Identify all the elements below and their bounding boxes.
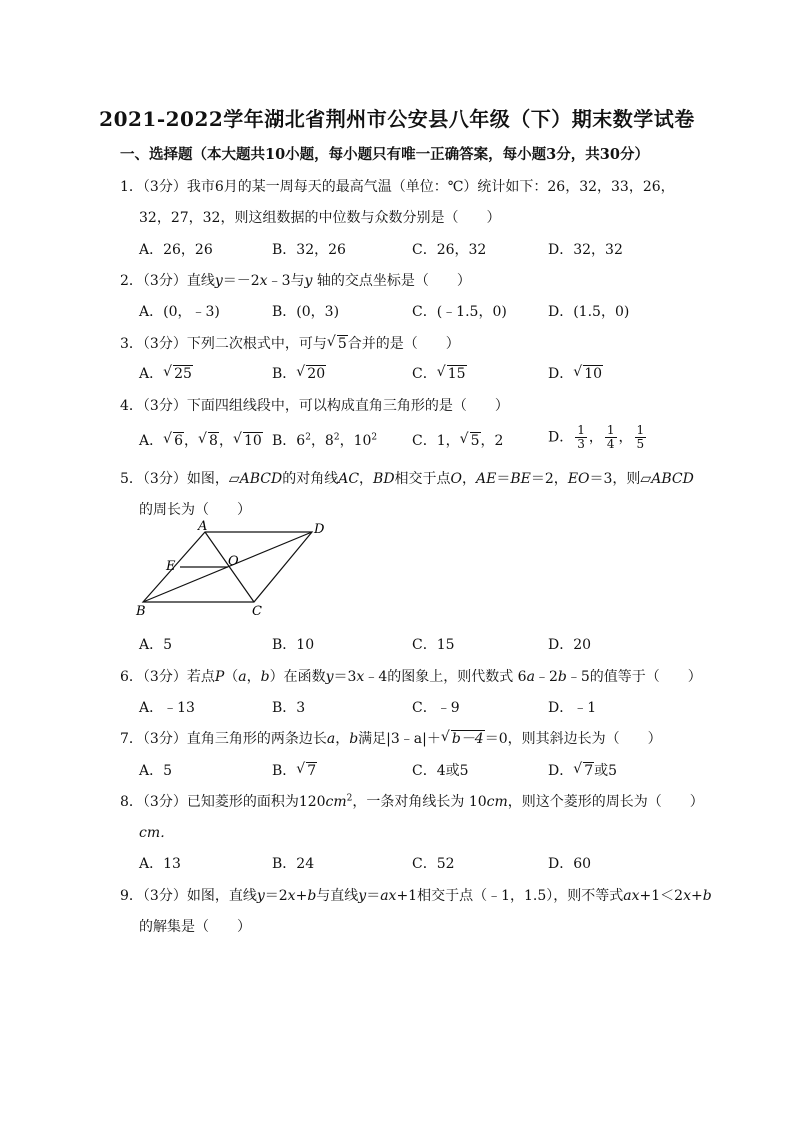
q8-option-b: B．24 <box>272 856 315 872</box>
label-a: A <box>198 520 208 534</box>
q1-option-b: B．32，26 <box>272 242 346 258</box>
q2-option-b: B．(0，3) <box>272 304 340 320</box>
question-5-text-cont: 的周长为（ ） <box>139 502 251 518</box>
label-e: E <box>166 559 176 574</box>
q2-option-a: A．(0，﹣3) <box>139 304 220 320</box>
q8-option-d: D．60 <box>548 856 592 872</box>
q7-option-c: C．4或5 <box>412 763 469 779</box>
q3-option-b: B．√ 20 <box>272 363 326 383</box>
q6-option-b: B．3 <box>272 700 306 716</box>
q5-option-b: B．10 <box>272 637 315 653</box>
label-d: D <box>314 522 325 537</box>
q8-option-a: A．13 <box>139 856 181 872</box>
q1-option-c: C．26，32 <box>412 242 487 258</box>
question-6-text: 6．（3分）若点P（a，b）在函数y＝3x﹣4的图象上，则代数式 6a﹣2b﹣5的值等于（ ） <box>120 669 702 685</box>
label-b: B <box>136 604 146 619</box>
q2-option-c: C．(﹣1.5，0) <box>412 304 507 320</box>
q1-option-d: D．32，32 <box>548 242 623 258</box>
label-c: C <box>252 604 262 619</box>
q5-option-c: C．15 <box>412 637 455 653</box>
question-3-text: 3．（3分）下列二次根式中，可与√ 5合并的是（ ） <box>120 333 460 353</box>
q3-option-a: A．√ 25 <box>139 363 193 383</box>
question-7-text: 7．（3分）直角三角形的两条边长a，b满足|3﹣a|＋√ b－4＝0，则其斜边长为（ ） <box>120 728 662 748</box>
q6-option-d: D．﹣1 <box>548 700 597 716</box>
question-5-text: 5．（3分）如图，▱ABCD的对角线AC，BD相交于点O，AE＝BE＝2，EO＝3，则▱ABCD <box>120 471 694 487</box>
question-9-text-cont: 的解集是（ ） <box>139 919 251 935</box>
q7-option-a: A．5 <box>139 763 173 779</box>
question-1-text-cont: 32，27，32，则这组数据的中位数与众数分别是（ ） <box>139 210 501 226</box>
q8-option-c: C．52 <box>412 856 455 872</box>
q1-option-a: A．26，26 <box>139 242 213 258</box>
page-title: 2021-2022学年湖北省荆州市公安县八年级（下）期末数学试卷 <box>99 107 695 131</box>
parallelogram-figure <box>130 520 330 620</box>
q7-option-b: B．√ 7 <box>272 760 317 780</box>
question-9-text: 9．（3分）如图，直线y＝2x+b与直线y＝ax+1相交于点（﹣1，1.5），则不等式ax+1＜2x+b <box>120 888 712 904</box>
label-o: O <box>228 554 239 569</box>
q6-option-c: C．﹣9 <box>412 700 460 716</box>
question-8-text: 8．（3分）已知菱形的面积为$120cm^2$，一条对角线长为 10cm，则这个菱形的周长为（ ） <box>120 793 704 810</box>
section-heading: 一、选择题（本大题共10小题，每小题只有唯一正确答案，每小题3分，共30分） <box>120 146 649 163</box>
q7-option-d: D．√ 7或5 <box>548 760 617 780</box>
q3-option-c: C．√ 15 <box>412 363 467 383</box>
q4-option-b: B．$6^2$，$8^2$，$10^2$ <box>272 432 378 449</box>
question-1-text: 1．（3分）我市6月的某一周每天的最高气温（单位：℃）统计如下：26，32，33，26， <box>120 179 675 195</box>
q6-option-a: A．﹣13 <box>139 700 195 716</box>
q4-option-c: C．1，√ 5，2 <box>412 430 503 450</box>
question-4-text: 4．（3分）下面四组线段中，可以构成直角三角形的是（ ） <box>120 398 509 414</box>
question-2-text: 2．（3分）直线y＝－2x﹣3与y 轴的交点坐标是（ ） <box>120 273 471 289</box>
q2-option-d: D．(1.5，0) <box>548 304 630 320</box>
question-8-text-cont: cm． <box>139 825 175 841</box>
q3-option-d: D．√ 10 <box>548 363 603 383</box>
q5-option-d: D．20 <box>548 637 592 653</box>
q5-option-a: A．5 <box>139 637 173 653</box>
q4-option-a: A．√ 6，√ 8，√ 10 <box>139 430 263 450</box>
q4-option-d: D． $\frac{1}{3}$ ， $\frac{1}{4}$ ， $\frac{1}{5}$ <box>548 423 645 451</box>
